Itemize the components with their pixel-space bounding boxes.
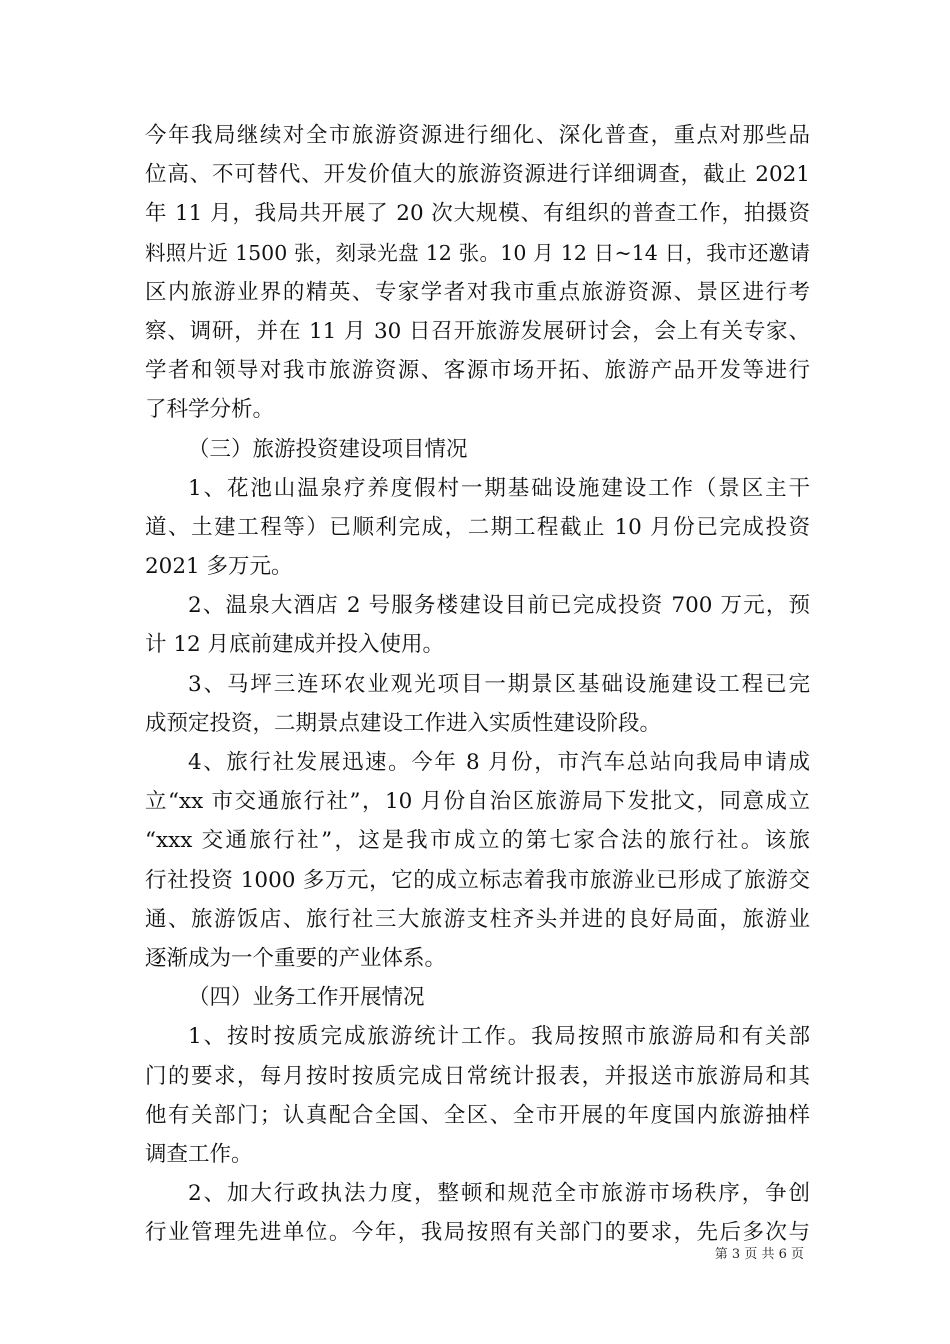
text-line: 料照片近 1500 张，刻录光盘 12 张。10 月 12 日~14 日，我市还邀请: [145, 240, 810, 265]
section-heading: [145, 430, 810, 469]
text-line: 计 12 月底前建成并投入使用。: [145, 632, 445, 658]
text-line: 立“xx 市交通旅行社”，10 月份自治区旅游局下发批文，同意成立: [145, 789, 810, 815]
paragraph: [145, 1174, 810, 1252]
text-line: 察、调研，并在 11 月 30 日召开旅游发展研讨会，会上有关专家、: [145, 318, 810, 344]
text-line: 道、土建工程等）已顺利完成，二期工程截止 10 月份已完成投资: [145, 514, 810, 540]
document-body: [145, 116, 810, 1252]
text-line: “xxx 交通旅行社”，这是我市成立的第七家合法的旅行社。该旅: [145, 828, 810, 854]
heading-line: （三）旅游投资建设项目情况: [188, 436, 468, 462]
text-line: 成预定投资，二期景点建设工作进入实质性建设阶段。: [145, 710, 662, 736]
heading-line: （四）业务工作开展情况: [188, 985, 425, 1011]
text-line: 2、温泉大酒店 2 号服务楼建设目前已完成投资 700 万元，预: [188, 593, 810, 619]
paragraph: [145, 743, 810, 978]
section-heading: [145, 978, 810, 1017]
text-line: 年 11 月，我局共开展了 20 次大规模、有组织的普查工作，拍摄资: [145, 201, 810, 227]
text-line: 了科学分析。: [145, 397, 275, 423]
paragraph: [145, 116, 810, 430]
text-line: 1、按时按质完成旅游统计工作。我局按照市旅游局和有关部: [188, 1024, 810, 1050]
text-line: 2、加大行政执法力度，整顿和规范全市旅游市场秩序，争创: [188, 1181, 810, 1207]
text-line: 学者和领导对我市旅游资源、客源市场开拓、旅游产品开发等进行: [145, 358, 810, 384]
text-line: 通、旅游饭店、旅行社三大旅游支柱齐头并进的良好局面，旅游业: [145, 906, 810, 932]
paragraph: [145, 665, 810, 743]
text-line: 门的要求，每月按时按质完成日常统计报表，并报送市旅游局和其: [145, 1063, 810, 1089]
text-line: 行社投资 1000 多万元，它的成立标志着我市旅游业已形成了旅游交: [145, 867, 810, 893]
text-line: 位高、不可替代、开发价值大的旅游资源进行详细调查，截止 2021: [145, 162, 810, 188]
text-line: 3、马坪三连环农业观光项目一期景区基础设施建设工程已完: [188, 671, 810, 697]
paragraph: [145, 1017, 810, 1174]
text-line: 1、花池山温泉疗养度假村一期基础设施建设工作（景区主干: [188, 475, 810, 501]
text-line: 今年我局继续对全市旅游资源进行细化、深化普查，重点对那些品: [145, 123, 810, 148]
page-number-footer: 第 3 页 共 6 页: [714, 1247, 804, 1262]
text-line: 4、旅行社发展迅速。今年 8 月份，市汽车总站向我局申请成: [188, 750, 810, 775]
text-line: 逐渐成为一个重要的产业体系。: [145, 945, 447, 971]
paragraph: [145, 586, 810, 664]
text-line: 行业管理先进单位。今年，我局按照有关部门的要求，先后多次与: [145, 1220, 810, 1246]
text-line: 调查工作。: [145, 1141, 253, 1167]
text-line: 2021 多万元。: [145, 554, 293, 580]
text-line: 他有关部门；认真配合全国、全区、全市开展的年度国内旅游抽样: [145, 1102, 810, 1128]
text-line: 区内旅游业界的精英、专家学者对我市重点旅游资源、景区进行考: [145, 279, 810, 305]
paragraph: [145, 469, 810, 587]
